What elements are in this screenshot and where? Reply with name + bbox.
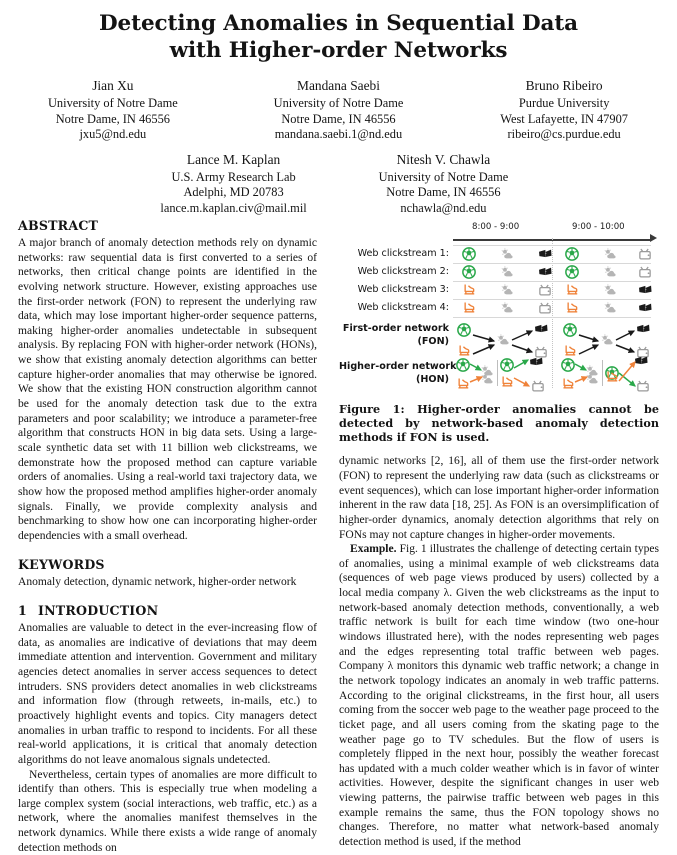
weather-icon [500,283,514,297]
soccer-icon [457,323,471,337]
weather-icon [480,372,494,386]
weather-icon [500,301,514,315]
skate-icon [462,301,476,315]
author-name: Nitesh V. Chawla [339,152,549,169]
section-title: INTRODUCTION [38,603,158,618]
author-name: Jian Xu [0,78,226,95]
hon-label-line-1: Higher-order network [339,361,449,372]
weather-icon [603,301,617,315]
hon-separator [602,360,603,373]
example-text: Fig. 1 illustrates the challenge of detecting certain types of anomalies, using a minimal example of web clickstreams data (sequences of web page views produced by users) collected by a local media company λ. Given the web clickstreams as the input to network-based anomaly detection methods, conventionally, a web traffic network is built for each time window (two one-hour windows illustrated here), with the nodes representing web pages and the edges representing total traffic between web pages. Company λ monitors this dynamic web traffic network; a change in the network topology indicates an anomaly in web traffic patterns. According to the original clickstreams, in the first hour, all users coming from the soccer web page to the weather page proceed to the ticket page, and all users coming from the skating page to the weather page go to TV schedules. But the flow of users is completely flipped in the next hour, possibly the weather forecast has updated with a much colder weather which is in favor of winter activities. However, despite the significant changes in user web viewing patterns, the pairwise traffic between web pages in this example remains the same, thus the FON topology shows no changes. Therefore, no matter what network-based anomaly detection method is used, if the method [339,543,659,848]
author-email: mandana.saebi.1@nd.edu [226,127,452,143]
soccer-icon [462,265,476,279]
author-name: Bruno Ribeiro [451,78,677,95]
skate-icon [563,344,577,358]
two-column-body [0,218,677,830]
fon-label-line-2: (FON) [339,336,449,347]
section-number: 1 [18,603,38,618]
example-lead-in: Example. [350,543,397,555]
skate-icon [500,375,514,389]
skate-icon [456,377,470,391]
row-rule [453,263,651,264]
intro-paragraph-1: Anomalies are valuable to detect in the ever-increasing flow of data, as anomalies are indicative of deviations that may deem immediate attention and intervention. Government and military agencies detect anomalies in server access sequences to detect intruders. SNS providers detect anomalies in web clickstreams and information flow (through retweets, in-mails, etc.) to proactively highlight events and topics. City managers detect anomalies in urban traffic to respond to incidents. For all these real-world applications, it is critical that anomaly detection algorithms do not leave anomalous signals undetected. [18,621,317,767]
skate-icon [561,377,575,391]
figure-1 [339,218,659,444]
author-location: Notre Dame, IN 46556 [226,112,452,128]
soccer-icon [500,358,514,372]
soccer-icon [561,358,575,372]
soccer-icon [565,265,579,279]
right-column [339,218,659,830]
hon-separator [602,373,603,386]
ticket-icon [534,322,548,336]
author-name: Mandana Saebi [226,78,452,95]
window-divider [552,238,553,388]
abstract-heading: ABSTRACT [18,218,317,233]
author-block [226,78,452,143]
author-block [129,152,339,217]
author-block [339,152,549,217]
time-window-label-2: 9:00 - 10:00 [572,222,625,232]
author-block [0,78,226,143]
figure-1-canvas [339,218,659,390]
author-name: Lance M. Kaplan [129,152,339,169]
tv-icon [636,379,650,393]
author-email: nchawla@nd.edu [339,201,549,217]
weather-icon [500,265,514,279]
row-rule [453,299,651,300]
weather-icon [585,372,599,386]
soccer-icon [563,323,577,337]
skate-icon [457,344,471,358]
ticket-icon [634,354,648,368]
time-window-label-1: 8:00 - 9:00 [472,222,519,232]
title-block [0,0,677,64]
tv-icon [638,247,652,261]
author-block [451,78,677,143]
clickstream-row-label-4: Web clickstream 4: [339,302,449,313]
author-affiliation: Purdue University [451,96,677,112]
author-email: jxu5@nd.edu [0,127,226,143]
author-affiliation: U.S. Army Research Lab [129,170,339,186]
soccer-icon [456,358,470,372]
tv-icon [538,283,552,297]
soccer-icon [462,247,476,261]
title-line-1: Detecting Anomalies in Sequential Data [99,11,578,36]
hon-separator [497,373,498,386]
fon-label-line-1: First-order network [339,323,449,334]
soccer-icon [565,247,579,261]
ticket-icon [638,301,652,315]
weather-icon [603,247,617,261]
author-email: ribeiro@cs.purdue.edu [451,127,677,143]
hon-label-line-2: (HON) [339,374,449,385]
introduction-heading [18,603,317,618]
weather-icon [603,283,617,297]
row-rule [453,281,651,282]
title-line-2: with Higher-order Networks [170,38,508,63]
ticket-icon [638,283,652,297]
timeline-arrow-icon [650,234,657,242]
row-rule [453,317,651,318]
page-title [40,10,637,64]
intro-paragraph-2: Nevertheless, certain types of anomalies are more difficult to identify than others. This is especially true when modeling a large complex system (social interactions, web traffic, etc.) as a network, where the anomalies manifest themselves in the network dynamics. While there exists a wide range of anomaly detection methods on [18,768,317,855]
author-location: Adelphi, MD 20783 [129,185,339,201]
author-affiliation: University of Notre Dame [339,170,549,186]
intro-paragraph-3: dynamic networks [2, 16], all of them use the first-order network (FON) to represent the underlying raw data (such as clickstreams or event sequences), which can lose important higher-order information inherent in the raw data [18, 25]. As FON is an oversimplification of higher-order dynamics, anomaly detection algorithms that rely on FONs may not capture changes in higher-order movements. [339,454,659,542]
skate-icon [565,301,579,315]
ticket-icon [538,247,552,261]
tv-icon [538,301,552,315]
authors-row-1 [0,78,677,143]
author-location: Notre Dame, IN 46556 [339,185,549,201]
clickstream-row-label-1: Web clickstream 1: [339,248,449,259]
weather-icon [500,247,514,261]
author-email: lance.m.kaplan.civ@mail.mil [129,201,339,217]
figure-1-caption: Figure 1: Higher-order anomalies cannot be detected by network-based anomaly detection methods if FON is used. [339,402,659,444]
author-affiliation: University of Notre Dame [226,96,452,112]
authors-row-2 [0,152,677,217]
tv-icon [638,265,652,279]
clickstream-row-label-3: Web clickstream 3: [339,284,449,295]
keywords-heading: KEYWORDS [18,557,317,572]
ticket-icon [538,265,552,279]
hon-separator [497,360,498,373]
author-location: Notre Dame, IN 46556 [0,112,226,128]
left-column [18,218,317,830]
author-location: West Lafayette, IN 47907 [451,112,677,128]
skate-icon [462,283,476,297]
abstract-text: A major branch of anomaly detection methods rely on dynamic networks: raw sequential data is first converted to a series of networks, then critical change points are identified in the evolving network structure. However, existing approaches use the first-order network (FON) to represent the underlying raw data, which may lose important higher-order sequence patterns, making higher-order anomalies undetectable in subsequent analysis. By replacing FON with higher-order network (HONs), we show that existing anomaly detection algorithms can better capture higher-order anomalies that may otherwise be ignored. We show that the existing HON construction algorithm cannot be used for the anomaly detection task due to the extra parameters and poor scalability; we introduce a parameter-free algorithm that constructs HON in big data sets. Using a large-scale synthetic data set with 11 billion web clickstreams, we demonstrate how the proposed method can capture variable orders of anomalies. Using a real-world taxi trajectory data, we show how the proposed method amplifies higher-order anomaly signals. Finally, we provide complexity analysis and benchmarking to show how one can incorporating higher-order dependencies with a small overhead. [18,236,317,543]
intro-paragraph-4 [339,542,659,849]
ticket-icon [529,355,543,369]
weather-icon [496,333,510,347]
ticket-icon [636,322,650,336]
row-rule [453,245,651,246]
skate-icon [565,283,579,297]
weather-icon [600,333,614,347]
tv-icon [531,379,545,393]
author-affiliation: University of Notre Dame [0,96,226,112]
keywords-text: Anomaly detection, dynamic network, higher-order network [18,575,317,590]
weather-icon [603,265,617,279]
clickstream-row-label-2: Web clickstream 2: [339,266,449,277]
skate-icon [605,370,619,384]
